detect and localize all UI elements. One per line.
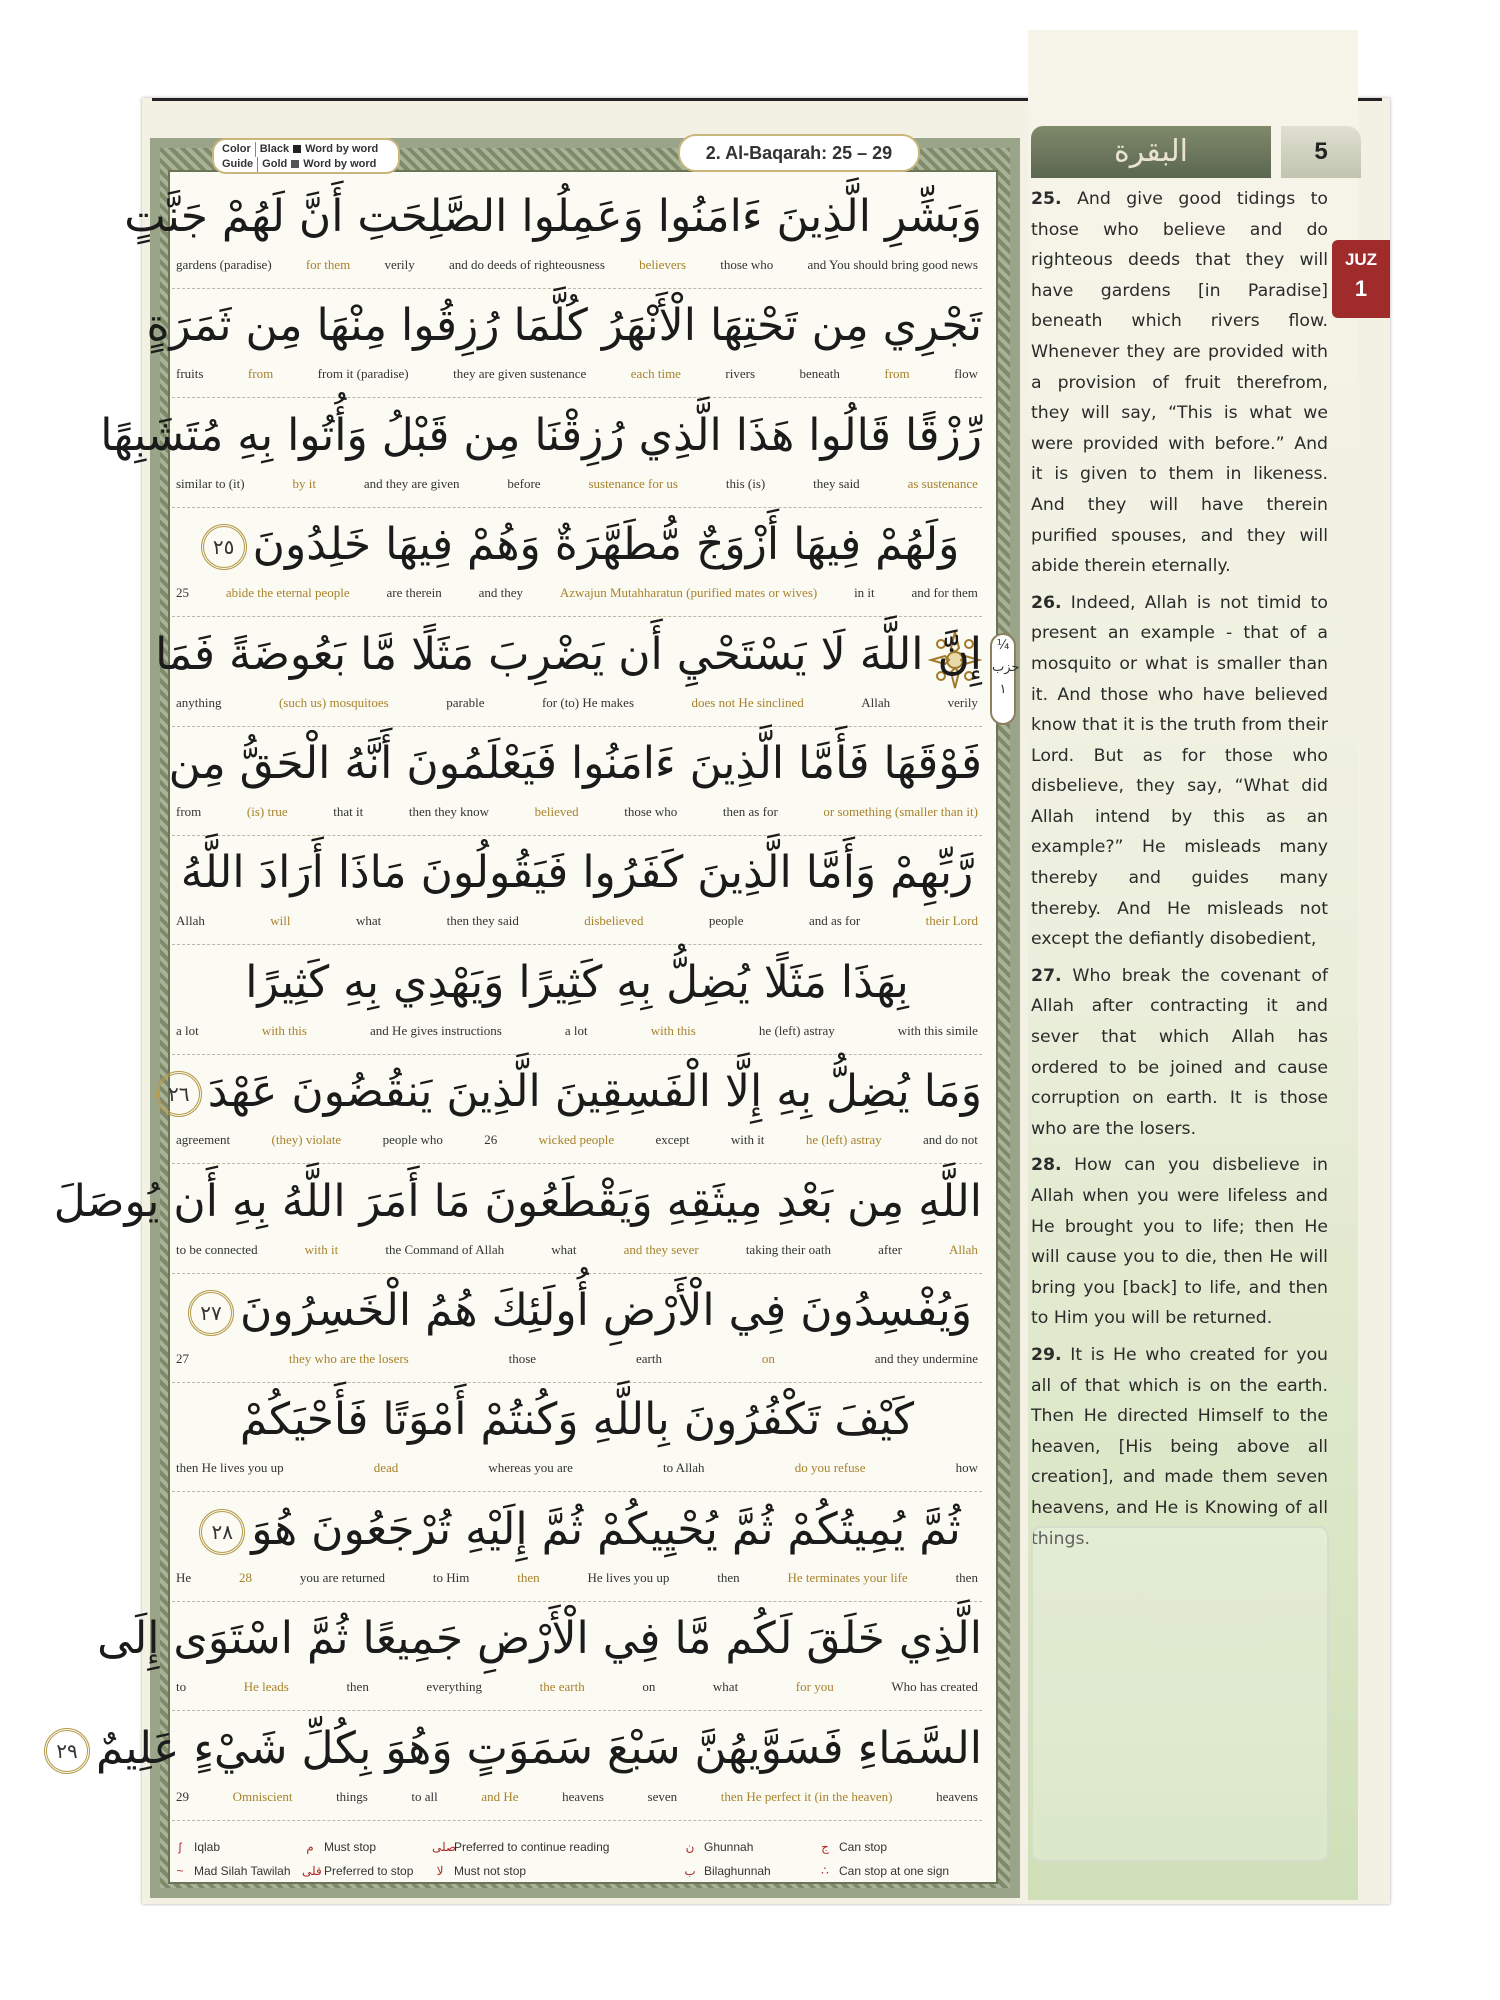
arabic-verse-line [172, 1276, 982, 1346]
surah-name-arabic: البقرة [1031, 126, 1271, 178]
color-gold-label: Gold [257, 157, 287, 172]
word-translation: and do not [923, 1132, 978, 1148]
word-translation: their Lord [925, 913, 978, 929]
line-separator [172, 835, 982, 836]
word-translation: whereas you are [488, 1460, 573, 1476]
page-header-tab [1031, 126, 1361, 178]
tajweed-sign-icon: م [306, 1840, 314, 1854]
tajweed-sign-icon: ج [821, 1840, 829, 1854]
legend-item [432, 1864, 526, 1878]
word-by-word-translation [172, 1024, 982, 1054]
line-separator [172, 1491, 982, 1492]
word-translation: then He perfect it (in the heaven) [720, 1788, 893, 1804]
word-translation: 27 [176, 1351, 189, 1366]
word-translation: similar to (it) [176, 475, 245, 491]
word-translation: Allah [176, 913, 205, 929]
arabic-text: وَيُفْسِدُونَ فِي الْأَرْضِ أُولَئِكَ هُمُ الْخَسِرُونَ [240, 1285, 972, 1336]
word-translation: with this [650, 1022, 696, 1038]
translation-verse [1031, 184, 1328, 582]
color-black-label: Black [255, 142, 289, 157]
arabic-verse-line [172, 1495, 982, 1565]
word-translation: then He lives you up [176, 1460, 284, 1476]
word-by-word-translation [172, 367, 982, 397]
word-translation: to be connected [176, 1241, 258, 1257]
word-by-word-translation [172, 1461, 982, 1491]
word-translation: then [346, 1679, 369, 1695]
word-translation: by it [292, 475, 316, 491]
word-translation: (is) true [246, 804, 288, 819]
word-translation: will [270, 913, 291, 929]
word-translation: does not He sinclined [691, 694, 804, 710]
word-translation: those who [720, 257, 774, 272]
word-translation: earth [635, 1351, 662, 1366]
legend-label: Must not stop [454, 1864, 527, 1878]
word-translation: (they) violate [271, 1132, 342, 1148]
tajweed-sign-icon: ب [684, 1864, 696, 1878]
word-translation: and You should bring good news [807, 257, 978, 272]
word-by-word-translation [172, 1352, 982, 1382]
hizb-marker: ¼ حزب ١ [990, 633, 1016, 725]
line-separator [172, 616, 982, 617]
arabic-text: وَمَا يُضِلُّ بِهِ إِلَّا الْفَسِقِينَ الَّذِينَ يَنقُضُونَ عَهْدَ [207, 1066, 982, 1118]
word-translation: sustenance for us [588, 475, 678, 491]
color-guide [212, 138, 400, 174]
word-translation: dead [373, 1460, 399, 1476]
word-translation: before [507, 475, 541, 491]
arabic-text: السَّمَاءِ فَسَوَّيهُنَّ سَبْعَ سَمَوَتٍ وَهُوَ بِكُلِّ شَيْءٍ عَلِيمٌ [95, 1722, 982, 1774]
word-translation: what [712, 1679, 739, 1695]
juz-label: JUZ [1344, 250, 1378, 269]
word-translation: Allah [949, 1241, 978, 1257]
arabic-text: رَّبِّهِمْ وَأَمَّا الَّذِينَ كَفَرُوا فَيَقُولُونَ مَاذَا أَرَادَ اللَّهُ [180, 847, 974, 899]
word-translation: seven [647, 1788, 678, 1804]
word-translation: taking their oath [745, 1241, 832, 1257]
word-translation: and as for [808, 913, 861, 929]
arabic-verse-line [100, 401, 982, 471]
arabic-text: فَوْقَهَا فَأَمَّا الَّذِينَ ءَامَنُوا فَيَعْلَمُونَ أَنَّهُ الْحَقُّ مِن [168, 738, 982, 789]
arabic-verse-line [124, 182, 982, 252]
juz-tab [1332, 240, 1390, 318]
legend-label: Mad Silah Tawilah [194, 1864, 291, 1878]
notes-box [1031, 1526, 1329, 1862]
word-translation: as sustenance [907, 475, 978, 491]
word-translation: agreement [176, 1132, 231, 1148]
word-translation: the earth [539, 1679, 585, 1695]
legend-label: Can stop [839, 1840, 888, 1854]
verse-text: Who break the covenant of Allah after contracting it and sever that which Allah has ordered to be joined and cause corruption on earth. It is those who are the losers. [1031, 965, 1329, 1139]
word-translation: are therein [386, 585, 442, 601]
arabic-text: اللَّهِ مِن بَعْدِ مِيثَقِهِ وَيَقْطَعُونَ مَا أَمَرَ اللَّهُ بِهِ أَن يُوصَلَ [53, 1175, 982, 1227]
word-translation: fruits [176, 366, 204, 382]
line-separator [172, 1601, 982, 1602]
word-translation: wicked people [538, 1132, 615, 1148]
word-translation: with it [730, 1132, 765, 1148]
word-translation: disbelieved [584, 913, 644, 929]
tajweed-sign-icon: ʃ [178, 1840, 182, 1854]
word-translation: rivers [725, 366, 756, 382]
arabic-verse-line [97, 1604, 982, 1674]
verse-number: 26. [1031, 592, 1062, 613]
ayah-number-marker: ٢٨ [199, 1509, 245, 1555]
ayah-number-marker: ٢٥ [201, 524, 247, 570]
word-translation: verily [947, 694, 978, 710]
word-translation: those who [624, 804, 678, 819]
word-translation: 25 [176, 585, 189, 601]
word-translation: things [336, 1788, 368, 1804]
word-translation: and He [481, 1788, 519, 1804]
tajweed-sign-icon: ن [685, 1840, 695, 1854]
word-by-word-translation [172, 1790, 982, 1820]
word-translation: or something (smaller than it) [823, 804, 978, 819]
legend-label: Bilaghunnah [704, 1864, 771, 1878]
arabic-verse-line [168, 729, 982, 799]
color-guide-label1: Color [222, 143, 251, 155]
word-translation: heavens [936, 1788, 978, 1804]
word-translation: everything [426, 1679, 483, 1695]
arabic-text: الَّذِي خَلَقَ لَكُم مَّا فِي الْأَرْضِ جَمِيعًا ثُمَّ اسْتَوَى إِلَى [97, 1613, 982, 1665]
word-translation: gardens (paradise) [176, 257, 272, 272]
word-translation: to [176, 1679, 187, 1695]
word-by-word-label-2: Word by word [303, 158, 377, 170]
surah-title: 2. Al-Baqarah: 25 – 29 [678, 134, 920, 172]
ayah-number-marker: ٢٦ [156, 1071, 202, 1117]
word-translation: and they undermine [874, 1351, 978, 1366]
arabic-text: رِّزْقًا قَالُوا هَذَا الَّذِي رُزِقْنَا مِن قَبْلُ وَأُتُوا بِهِ مُتَشَبِهًا [100, 409, 982, 461]
word-translation: He [176, 1569, 192, 1585]
arabic-verse-line [172, 948, 982, 1018]
legend-item [817, 1840, 887, 1854]
line-separator [172, 1710, 982, 1711]
legend-label: Iqlab [194, 1840, 221, 1854]
word-translation: those [508, 1351, 537, 1366]
translation-column [1031, 184, 1328, 1560]
word-translation: and do deeds of righteousness [448, 257, 605, 272]
word-translation: with it [304, 1241, 339, 1257]
verse-text: Indeed, Allah is not timid to present an example - that of a mosquito or what is smaller than it. And those who have believed know that it is the truth from their Lord. But as for those who disbelieve, they say, “What did Allah intend by this as an example?” He misleads many thereby and guides many thereby. And He misleads not except the defiantly disobedient, [1031, 592, 1328, 950]
word-translation: Azwajun Mutahharatun (purified mates or wives) [559, 585, 818, 601]
word-translation: parable [446, 694, 485, 710]
word-translation: from [884, 366, 910, 382]
verse-text: And give good tidings to those who believe and do righteous deeds that they will have gardens [in Paradise] beneath which rivers flow. Whenever they are provided with a provision of fruit therefrom, they will say, “This is what we were provided with before.” And it is given to them in likeness. And they will have therein purified spouses, and they will abide therein eternally. [1031, 189, 1328, 577]
line-separator [172, 726, 982, 727]
word-translation: to Him [432, 1569, 470, 1585]
tajweed-sign-icon: ~ [176, 1864, 184, 1878]
word-translation: 29 [176, 1788, 189, 1804]
word-translation: abide the eternal people [225, 585, 350, 601]
ayah-number-marker: ٢٩ [44, 1728, 90, 1774]
word-translation: they said [813, 475, 860, 491]
legend-item [172, 1840, 220, 1854]
word-translation: then they said [446, 913, 519, 929]
word-translation: to all [411, 1788, 438, 1804]
arabic-text: كَيْفَ تَكْفُرُونَ بِاللَّهِ وَكُنتُمْ أَمْوَتًا فَأَحْيَكُمْ [239, 1394, 915, 1446]
line-separator [172, 1820, 982, 1821]
word-translation: after [878, 1241, 902, 1257]
translation-verse [1031, 961, 1328, 1145]
word-by-word-translation [172, 477, 982, 507]
word-translation: and for them [911, 585, 978, 601]
word-translation: with this [261, 1022, 307, 1038]
arabic-verse-line [167, 1057, 982, 1127]
page-number: 5 [1281, 126, 1361, 178]
legend-label: Can stop at one sign [839, 1864, 950, 1878]
line-separator [172, 1163, 982, 1164]
word-translation: He leads [243, 1679, 289, 1695]
word-translation: with this simile [897, 1022, 978, 1038]
word-translation: He terminates your life [787, 1569, 908, 1585]
word-translation: then [517, 1569, 540, 1585]
word-translation: what [551, 1241, 577, 1257]
word-translation: do you refuse [794, 1460, 866, 1476]
word-by-word-translation [172, 805, 982, 835]
arabic-verse-line [56, 1714, 982, 1784]
word-translation: and He gives instructions [370, 1022, 502, 1038]
word-translation: for them [305, 257, 351, 272]
word-translation: each time [630, 366, 681, 382]
translation-verse [1031, 1150, 1328, 1334]
tajweed-sign-icon: لا [436, 1864, 444, 1878]
word-translation: people [708, 913, 744, 929]
word-translation: people who [382, 1132, 443, 1148]
word-translation: this (is) [725, 475, 766, 491]
word-translation: 28 [239, 1569, 253, 1585]
arabic-text: ثُمَّ يُمِيتُكُمْ ثُمَّ يُحْيِيكُمْ ثُمَّ إِلَيْهِ تُرْجَعُونَ هُوَ [251, 1503, 961, 1555]
arabic-verse-line [172, 1385, 982, 1455]
word-translation: what [355, 913, 382, 929]
word-translation: and they are given [363, 475, 460, 491]
word-translation: the Command of Allah [385, 1241, 505, 1257]
word-translation: beneath [799, 366, 840, 382]
word-translation: they who are the losers [288, 1351, 409, 1366]
arabic-verse-line [53, 1167, 982, 1237]
gold-swatch [291, 160, 299, 168]
word-translation: for you [795, 1679, 834, 1695]
word-translation: how [955, 1460, 978, 1476]
word-translation: a lot [176, 1022, 199, 1038]
line-separator [172, 1054, 982, 1055]
ayah-number-marker: ٢٧ [188, 1290, 234, 1336]
word-translation: then [955, 1569, 978, 1585]
word-translation: then they know [408, 804, 489, 819]
legend-item [682, 1864, 771, 1878]
legend-label: Ghunnah [704, 1840, 754, 1854]
word-translation: believed [534, 804, 579, 819]
verse-text: It is He who created for you all of that which is on the earth. Then He directed Himself to the heaven, [His being above all creation], and made them seven heavens, and He is Knowing of all things. [1031, 1344, 1329, 1549]
word-translation: from [176, 804, 202, 819]
arabic-text: تَجْرِي مِن تَحْتِهَا الْأَنْهَرُ كُلَّمَا رُزِقُوا مِنْهَا مِن ثَمَرَةٍ [146, 300, 982, 352]
verse-number: 29. [1031, 1344, 1062, 1365]
arabic-text: وَلَهُمْ فِيهَا أَزْوَجٌ مُّطَهَّرَةٌ وَهُمْ فِيهَا خَلِدُونَ [252, 519, 960, 571]
line-separator [172, 507, 982, 508]
arabic-verse-line [146, 291, 982, 361]
word-translation: Who has created [891, 1679, 978, 1695]
word-by-word-translation [172, 914, 982, 944]
verse-number: 27. [1031, 965, 1062, 986]
word-by-word-translation [172, 258, 982, 288]
word-translation: a lot [564, 1022, 588, 1038]
arabic-text: وَبَشِّرِ الَّذِينَ ءَامَنُوا وَعَمِلُوا الصَّلِحَتِ أَنَّ لَهُمْ جَنَّتٍ [124, 191, 982, 242]
tajweed-legend [172, 1840, 992, 1886]
tajweed-sign-icon: ∴ [821, 1864, 829, 1878]
word-translation: you are returned [299, 1569, 386, 1585]
line-separator [172, 1273, 982, 1274]
verse-number: 25. [1031, 189, 1062, 209]
word-translation: on [642, 1679, 656, 1695]
color-guide-label2: Guide [222, 158, 254, 170]
line-separator [172, 944, 982, 945]
line-separator [172, 397, 982, 398]
arabic-verse-line [172, 838, 982, 908]
word-translation: from [247, 366, 274, 382]
translation-verse [1031, 1340, 1328, 1554]
legend-label: Preferred to stop [324, 1864, 414, 1878]
arabic-text: إِنَّ اللَّهَ لَا يَسْتَحْيِ أَن يَضْرِبَ مَثَلًا مَّا بَعُوضَةً فَمَا [155, 628, 982, 680]
word-translation: Omniscient [232, 1788, 293, 1804]
legend-item [302, 1864, 413, 1878]
translation-verse [1031, 588, 1328, 955]
word-translation: for (to) He makes [541, 694, 635, 710]
legend-item [302, 1840, 376, 1854]
word-by-word-label-1: Word by word [305, 143, 379, 155]
word-translation: then [717, 1569, 740, 1585]
word-translation: 26 [484, 1132, 498, 1148]
word-translation: verily [384, 257, 415, 272]
word-translation: from it (paradise) [317, 366, 409, 382]
word-by-word-translation [172, 696, 982, 726]
arabic-verse-line [155, 620, 982, 690]
arabic-verse-line [172, 510, 982, 580]
word-translation: they are given sustenance [453, 366, 587, 382]
word-by-word-translation [172, 1680, 982, 1710]
word-by-word-translation [172, 1133, 982, 1163]
legend-label: Preferred to continue reading [454, 1840, 610, 1854]
arabic-text: بِهَذَا مَثَلًا يُضِلُّ بِهِ كَثِيرًا وَيَهْدِي بِهِ كَثِيرًا [245, 956, 909, 1008]
word-translation: on [761, 1351, 775, 1366]
word-translation: anything [176, 694, 222, 710]
word-translation: flow [954, 366, 978, 382]
line-separator [172, 288, 982, 289]
word-translation: and they sever [623, 1241, 699, 1257]
juz-number: 1 [1354, 276, 1368, 301]
word-translation: to Allah [663, 1460, 705, 1476]
word-translation: (such us) mosquitoes [278, 694, 389, 710]
word-translation: except [655, 1132, 690, 1148]
word-translation: Allah [861, 694, 891, 710]
legend-label: Must stop [324, 1840, 377, 1854]
word-by-word-translation [172, 1571, 982, 1601]
word-translation: he (left) astray [805, 1132, 882, 1148]
word-by-word-translation [172, 1243, 982, 1273]
tajweed-sign-icon: صلى [432, 1840, 457, 1854]
word-translation: believers [639, 257, 687, 272]
word-by-word-translation [172, 586, 982, 616]
line-separator [172, 1382, 982, 1383]
word-translation: He lives you up [587, 1569, 670, 1585]
legend-item [172, 1864, 291, 1878]
word-translation: then as for [722, 804, 778, 819]
black-swatch [293, 145, 301, 153]
tajweed-sign-icon: قلى [302, 1864, 322, 1878]
word-translation: he (left) astray [758, 1022, 835, 1038]
legend-item [432, 1840, 609, 1854]
word-translation: and they [478, 585, 523, 601]
verse-number: 28. [1031, 1155, 1062, 1176]
word-translation: that it [333, 804, 364, 819]
verse-text: How can you disbelieve in Allah when you were lifeless and He brought you to life; then He will cause you to die, then He will bring you [back] to life, and then to Him you will be returned. [1031, 1155, 1328, 1329]
legend-item [817, 1864, 949, 1878]
word-translation: in it [854, 585, 875, 601]
word-translation: heavens [562, 1788, 604, 1804]
legend-item [682, 1840, 753, 1854]
